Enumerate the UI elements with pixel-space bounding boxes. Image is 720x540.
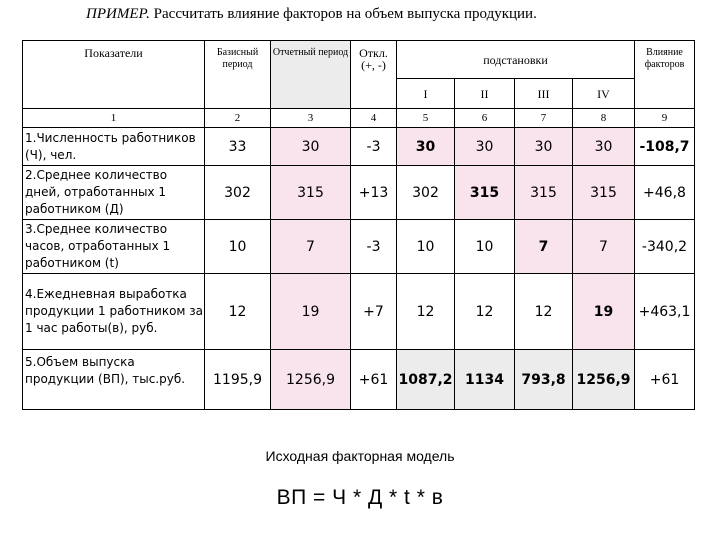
report-value: 1256,9: [271, 350, 351, 410]
column-number-row: [23, 109, 695, 128]
row-label: 5.Объем выпуска продукции (ВП), тыс.руб.: [23, 350, 205, 410]
sub2-value: 315: [455, 166, 515, 220]
base-value: 33: [205, 128, 271, 166]
deviation-value: -3: [351, 128, 397, 166]
influence-value: -340,2: [635, 220, 695, 274]
sub4-value: 7: [573, 220, 635, 274]
influence-value: +61: [635, 350, 695, 410]
sub1-value: 30: [397, 128, 455, 166]
sub-header-2: II: [455, 79, 515, 109]
sub3-value: 315: [515, 166, 573, 220]
col-number: 2: [205, 109, 271, 128]
header-indicators: Показатели: [23, 41, 205, 109]
sub1-value: 10: [397, 220, 455, 274]
base-value: 1195,9: [205, 350, 271, 410]
table-row: [23, 166, 695, 220]
sub3-value: 7: [515, 220, 573, 274]
title-lead: ПРИМЕР.: [86, 6, 150, 22]
col-number: 4: [351, 109, 397, 128]
sub4-value: 315: [573, 166, 635, 220]
row-label: 1.Численность работников (Ч), чел.: [23, 128, 205, 166]
sub1-value: 1087,2: [397, 350, 455, 410]
sub3-value: 793,8: [515, 350, 573, 410]
row-label: 4.Ежедневная выработка продукции 1 работником за 1 час работы(в), руб.: [23, 274, 205, 350]
col-number: 1: [23, 109, 205, 128]
report-value: 7: [271, 220, 351, 274]
report-value: 19: [271, 274, 351, 350]
sub3-value: 30: [515, 128, 573, 166]
header-report: Отчетный период: [271, 41, 351, 109]
col-number: 9: [635, 109, 695, 128]
sub-header-4: IV: [573, 79, 635, 109]
influence-value: +46,8: [635, 166, 695, 220]
sub3-value: 12: [515, 274, 573, 350]
deviation-value: -3: [351, 220, 397, 274]
sub2-value: 1134: [455, 350, 515, 410]
base-value: 10: [205, 220, 271, 274]
sub2-value: 12: [455, 274, 515, 350]
factor-formula: ВП = Ч * Д * t * в: [276, 486, 444, 509]
row-label: 2.Среднее количество дней, отработанных 1 работником (Д): [23, 166, 205, 220]
row-label: 3.Среднее количество часов, отработанных 1 работником (t): [23, 220, 205, 274]
influence-value: -108,7: [635, 128, 695, 166]
deviation-value: +7: [351, 274, 397, 350]
sub2-value: 10: [455, 220, 515, 274]
sub4-value: 1256,9: [573, 350, 635, 410]
col-number: 3: [271, 109, 351, 128]
col-number: 6: [455, 109, 515, 128]
header-influence: Влияние факторов: [635, 41, 695, 109]
table-row: [23, 274, 695, 350]
title-text: Рассчитать влияние факторов на объем выпуска продукции.: [153, 6, 537, 22]
page-title: [86, 6, 537, 23]
sub4-value: 30: [573, 128, 635, 166]
sub-header-3: III: [515, 79, 573, 109]
table-row: [23, 220, 695, 274]
header-base: Базисный период: [205, 41, 271, 109]
sub1-value: 12: [397, 274, 455, 350]
influence-value: +463,1: [635, 274, 695, 350]
factor-table: [22, 40, 695, 410]
table-row: [23, 128, 695, 166]
model-caption: Исходная факторная модель: [265, 448, 455, 464]
report-value: 30: [271, 128, 351, 166]
table-row: [23, 350, 695, 410]
col-number: 8: [573, 109, 635, 128]
col-number: 7: [515, 109, 573, 128]
col-number: 5: [397, 109, 455, 128]
deviation-value: +13: [351, 166, 397, 220]
base-value: 12: [205, 274, 271, 350]
sub-header-1: I: [397, 79, 455, 109]
base-value: 302: [205, 166, 271, 220]
sub2-value: 30: [455, 128, 515, 166]
report-value: 315: [271, 166, 351, 220]
sub1-value: 302: [397, 166, 455, 220]
sub4-value: 19: [573, 274, 635, 350]
header-deviation: Откл. (+, -): [351, 41, 397, 109]
deviation-value: +61: [351, 350, 397, 410]
header-substitutions: подстановки: [397, 41, 635, 79]
